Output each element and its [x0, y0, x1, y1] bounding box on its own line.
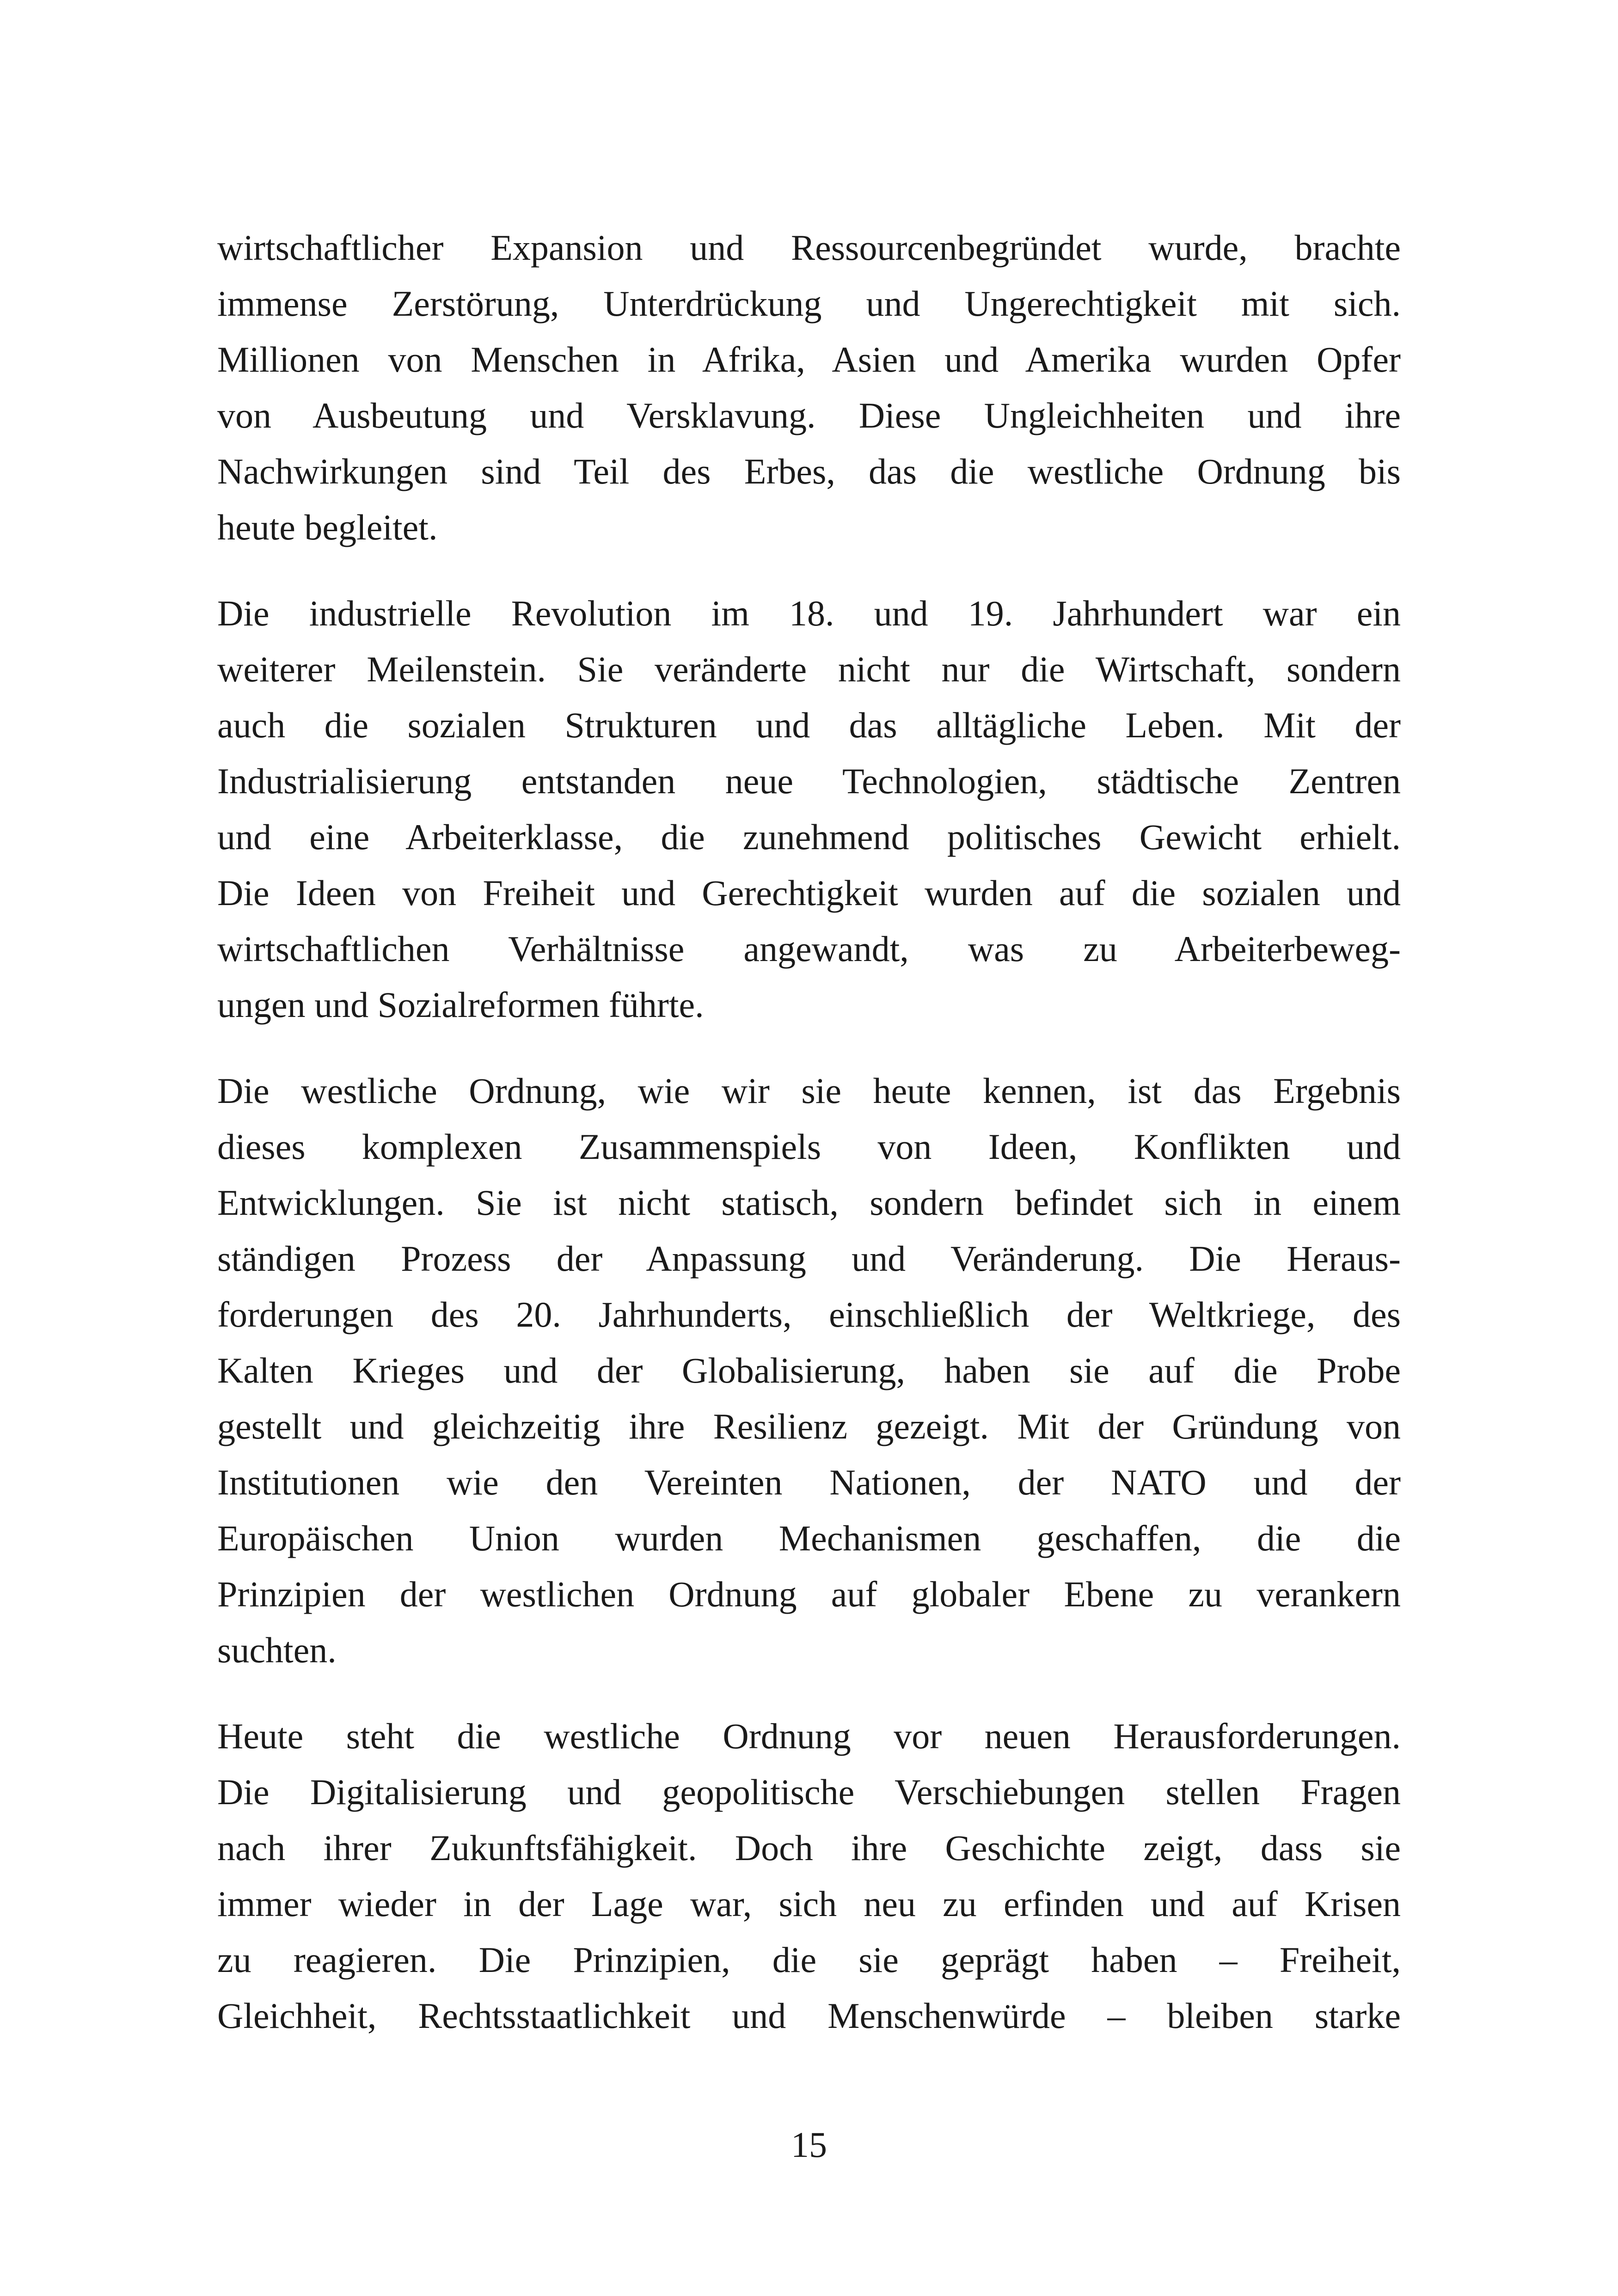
text-line: gestellt und gleichzeitig ihre Resilienz gezeigt. Mit der Gründung von — [217, 1406, 1401, 1446]
paragraph — [217, 585, 1401, 1033]
text-line: Die Ideen von Freiheit und Gerechtigkeit wurden auf die sozialen und — [217, 873, 1401, 913]
text-line: Institutionen wie den Vereinten Nationen, der NATO und der — [217, 1462, 1401, 1502]
text-line: wirtschaftlicher Expansion und Ressourcenbegründet wurde, brachte — [217, 227, 1401, 268]
text-line: Millionen von Menschen in Afrika, Asien und Amerika wurden Opfer — [217, 339, 1401, 380]
text-line: Kalten Krieges und der Globalisierung, haben sie auf die Probe — [217, 1350, 1401, 1390]
text-line: Gleichheit, Rechtsstaatlichkeit und Menschenwürde – bleiben starke — [217, 1996, 1401, 2036]
text-line: immer wieder in der Lage war, sich neu zu erfinden und auf Krisen — [217, 1884, 1401, 1924]
text-line: ständigen Prozess der Anpassung und Veränderung. Die Heraus- — [217, 1238, 1401, 1279]
text-line: Entwicklungen. Sie ist nicht statisch, sondern befindet sich in einem — [217, 1182, 1401, 1223]
paragraph — [217, 1063, 1401, 1678]
text-line: Prinzipien der westlichen Ordnung auf globaler Ebene zu verankern — [217, 1574, 1401, 1614]
text-line: Die westliche Ordnung, wie wir sie heute kennen, ist das Ergebnis — [217, 1071, 1401, 1111]
text-line: von Ausbeutung und Versklavung. Diese Ungleichheiten und ihre — [217, 395, 1401, 435]
text-line: zu reagieren. Die Prinzipien, die sie geprägt haben – Freiheit, — [217, 1940, 1401, 1980]
text-line: wirtschaftlichen Verhältnisse angewandt, was zu Arbeiterbeweg- — [217, 929, 1401, 969]
text-line: ungen und Sozialreformen führte. — [217, 985, 704, 1025]
text-line: Die industrielle Revolution im 18. und 19. Jahrhundert war ein — [217, 593, 1401, 633]
body-text — [217, 220, 1401, 2074]
text-line: Heute steht die westliche Ordnung vor neuen Herausforderungen. — [217, 1716, 1401, 1756]
text-line: heute begleitet. — [217, 507, 438, 547]
text-line: weiterer Meilenstein. Sie veränderte nicht nur die Wirtschaft, sondern — [217, 649, 1401, 689]
text-line: und eine Arbeiterklasse, die zunehmend politisches Gewicht erhielt. — [217, 817, 1401, 857]
paragraph — [217, 220, 1401, 555]
text-line: forderungen des 20. Jahrhunderts, einschließlich der Weltkriege, des — [217, 1294, 1401, 1335]
text-line: immense Zerstörung, Unterdrückung und Ungerechtigkeit mit sich. — [217, 283, 1401, 324]
paragraph — [217, 1708, 1401, 2044]
text-line: auch die sozialen Strukturen und das alltägliche Leben. Mit der — [217, 705, 1401, 745]
text-line: dieses komplexen Zusammenspiels von Ideen, Konflikten und — [217, 1127, 1401, 1167]
text-line: Nachwirkungen sind Teil des Erbes, das die westliche Ordnung bis — [217, 451, 1401, 491]
text-line: Europäischen Union wurden Mechanismen geschaffen, die die — [217, 1518, 1401, 1558]
text-line: nach ihrer Zukunftsfähigkeit. Doch ihre Geschichte zeigt, dass sie — [217, 1828, 1401, 1868]
text-line: Die Digitalisierung und geopolitische Verschiebungen stellen Fragen — [217, 1772, 1401, 1812]
text-line: Industrialisierung entstanden neue Technologien, städtische Zentren — [217, 761, 1401, 801]
text-line: suchten. — [217, 1630, 337, 1670]
page-number: 15 — [791, 2125, 827, 2165]
